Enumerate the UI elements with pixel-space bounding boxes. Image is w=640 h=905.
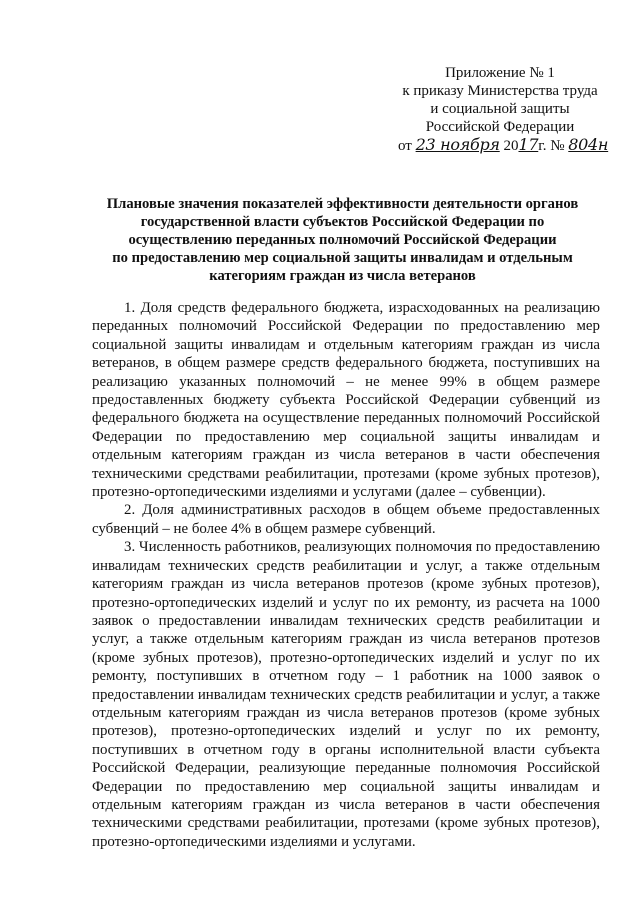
appendix-order-reference: к приказу Министерства труда bbox=[402, 83, 598, 99]
year-prefix: 20 bbox=[503, 138, 519, 154]
paragraph-1: 1. Доля средств федерального бюджета, израсходованных на реализацию переданных полномочий Российской Федерации по предоставлению мер социальной защиты инвалидам и отдельным категориям граждан из числа ветеранов, в общем размере средств федерального бюджета, поступивших на реализацию указанных полномочий – не менее 99% в общем размере предоставленных бюджету субъекта Российской Федерации субвенций из федерального бюджета на осуществление переданных полномочий Российской Федерации по предоставлению мер социальной защиты инвалидам и отдельным категориям граждан из числа ветеранов в части обеспечения техническими средствами реабилитации, протезами (кроме зубных протезов), протезно-ортопедическими изделиями и услугами (далее – субвенции). bbox=[92, 300, 600, 501]
document-body bbox=[92, 299, 600, 851]
title-line-4: по предоставлению мер социальной защиты инвалидам и отдельным bbox=[112, 250, 573, 266]
paragraph-2: 2. Доля административных расходов в общем объеме предоставленных субвенций – не более 4% в общем размере субвенций. bbox=[92, 502, 600, 537]
handwritten-year: 17 bbox=[518, 135, 539, 154]
title-line-2: государственной власти субъектов Российской Федерации по bbox=[140, 214, 545, 230]
date-prefix: от bbox=[398, 138, 412, 154]
appendix-date-line bbox=[385, 136, 615, 155]
document-title bbox=[80, 195, 605, 285]
title-line-5: категориям граждан из числа ветеранов bbox=[209, 268, 476, 284]
appendix-ministry-line: и социальной защиты bbox=[430, 101, 570, 117]
title-line-1: Плановые значения показателей эффективности деятельности органов bbox=[106, 196, 579, 212]
appendix-header bbox=[385, 64, 615, 155]
appendix-number: Приложение № 1 bbox=[445, 65, 555, 81]
handwritten-date: 23 ноября bbox=[415, 135, 500, 154]
appendix-country-line: Российской Федерации bbox=[425, 119, 575, 135]
paragraph-3: 3. Численность работников, реализующих полномочия по предоставлению инвалидам технических средств реабилитации и услуг, а также отдельным категориям граждан из числа ветеранов протезов (кроме зубных протезов), протезно-ортопедических изделий и услуг по их ремонту, из расчета на 1000 заявок о предоставлении инвалидам технических средств реабилитации и услуг, а также отдельным категориям граждан из числа ветеранов протезов (кроме зубных протезов), протезно-ортопедических изделий и услуг по их ремонту, поступивших в отчетном году – 1 работник на 1000 заявок о предоставлении инвалидам технических средств реабилитации и услуг, а также отдельным категориям граждан из числа ветеранов протезов (кроме зубных протезов), протезно-ортопедических изделий и услуг по их ремонту, поступивших в отчетном году в органы исполнительной власти субъекта Российской Федерации, реализующие переданные полномочия Российской Федерации по предоставлению мер социальной защиты инвалидам и отдельным категориям граждан из числа ветеранов в части обеспечения техническими средствами реабилитации, протезами (кроме зубных протезов), протезно-ортопедическими изделиями и услугами. bbox=[92, 539, 600, 850]
title-line-3: осуществлению переданных полномочий Российской Федерации bbox=[128, 232, 557, 248]
number-label: г. № bbox=[538, 138, 565, 154]
handwritten-order-number: 804н bbox=[568, 135, 609, 154]
